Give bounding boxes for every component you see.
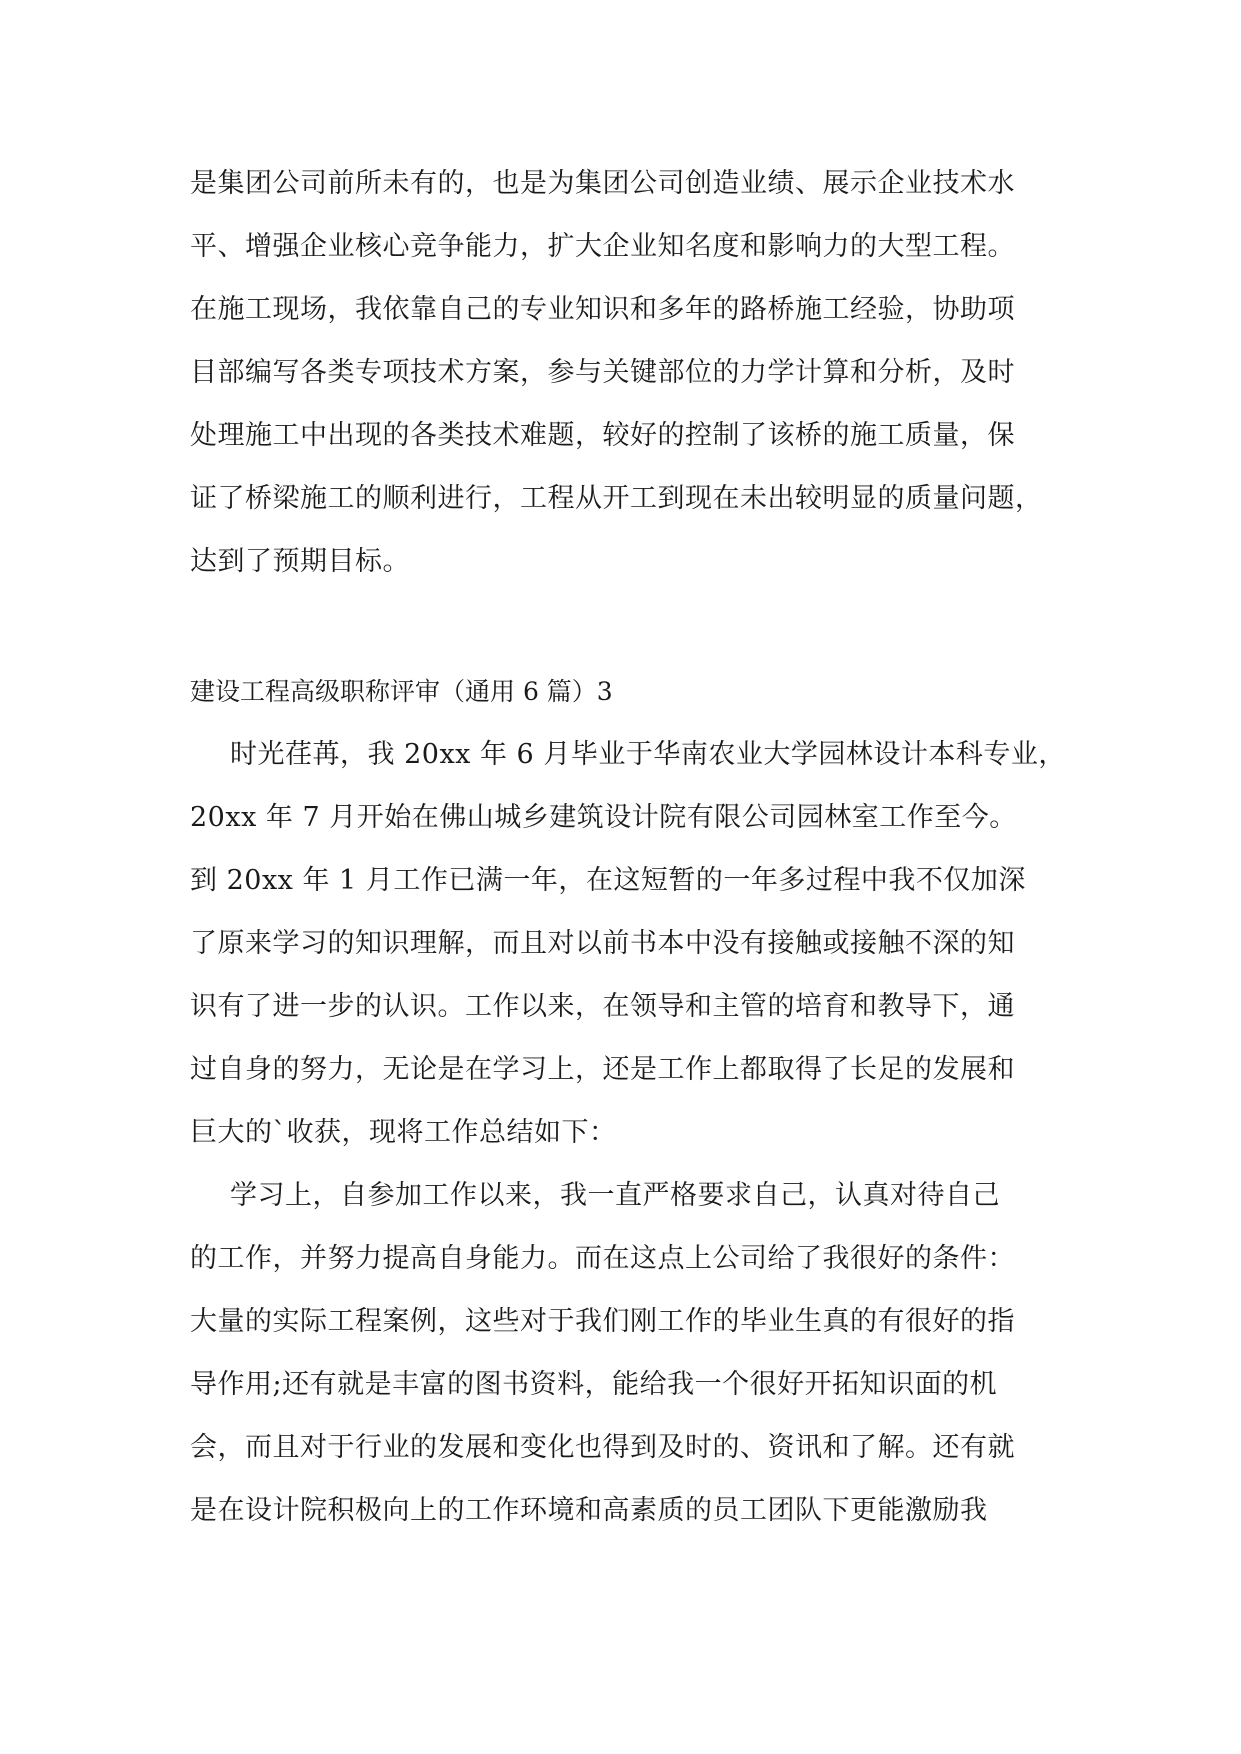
paragraph-line: 时光荏苒，我 20xx 年 6 月毕业于华南农业大学园林设计本科专业， [230, 739, 1066, 770]
paragraph-line: 识有了进一步的认识。工作以来，在领导和主管的培育和教导下，通 [190, 991, 1015, 1022]
paragraph-line: 20xx 年 7 月开始在佛山城乡建筑设计院有限公司园林室工作至今。 [190, 802, 1017, 833]
paragraph-line: 了原来学习的知识理解，而且对以前书本中没有接触或接触不深的知 [190, 928, 1015, 959]
section-heading: 建设工程高级职称评审（通用 6 篇）3 [190, 677, 613, 706]
paragraph-line: 达到了预期目标。 [190, 546, 410, 577]
paragraph-line: 证了桥梁施工的顺利进行，工程从开工到现在未出较明显的质量问题， [190, 483, 1043, 514]
paragraph-line: 的工作，并努力提高自身能力。而在这点上公司给了我很好的条件： [190, 1243, 1015, 1274]
paragraph-line: 到 20xx 年 1 月工作已满一年，在这短暂的一年多过程中我不仅加深 [190, 865, 1026, 896]
paragraph-line: 导作用;还有就是丰富的图书资料，能给我一个很好开拓知识面的机 [190, 1369, 998, 1400]
paragraph-line: 大量的实际工程案例，这些对于我们刚工作的毕业生真的有很好的指 [190, 1306, 1015, 1337]
paragraph-line: 是在设计院积极向上的工作环境和高素质的员工团队下更能激励我 [190, 1495, 988, 1526]
paragraph-line: 过自身的努力，无论是在学习上，还是工作上都取得了长足的发展和 [190, 1054, 1015, 1085]
paragraph-line: 是集团公司前所未有的，也是为集团公司创造业绩、展示企业技术水 [190, 168, 1015, 199]
paragraph-line: 会，而且对于行业的发展和变化也得到及时的、资讯和了解。还有就 [190, 1432, 1015, 1463]
paragraph-line: 巨大的`收获，现将工作总结如下： [190, 1117, 617, 1148]
paragraph-line: 目部编写各类专项技术方案，参与关键部位的力学计算和分析，及时 [190, 357, 1015, 388]
paragraph-line: 在施工现场，我依靠自己的专业知识和多年的路桥施工经验，协助项 [190, 294, 1015, 325]
paragraph-line: 学习上，自参加工作以来，我一直严格要求自己，认真对待自己 [230, 1180, 1000, 1211]
paragraph-line: 平、增强企业核心竞争能力，扩大企业知名度和影响力的大型工程。 [190, 231, 1015, 262]
paragraph-line: 处理施工中出现的各类技术难题，较好的控制了该桥的施工质量，保 [190, 420, 1015, 451]
